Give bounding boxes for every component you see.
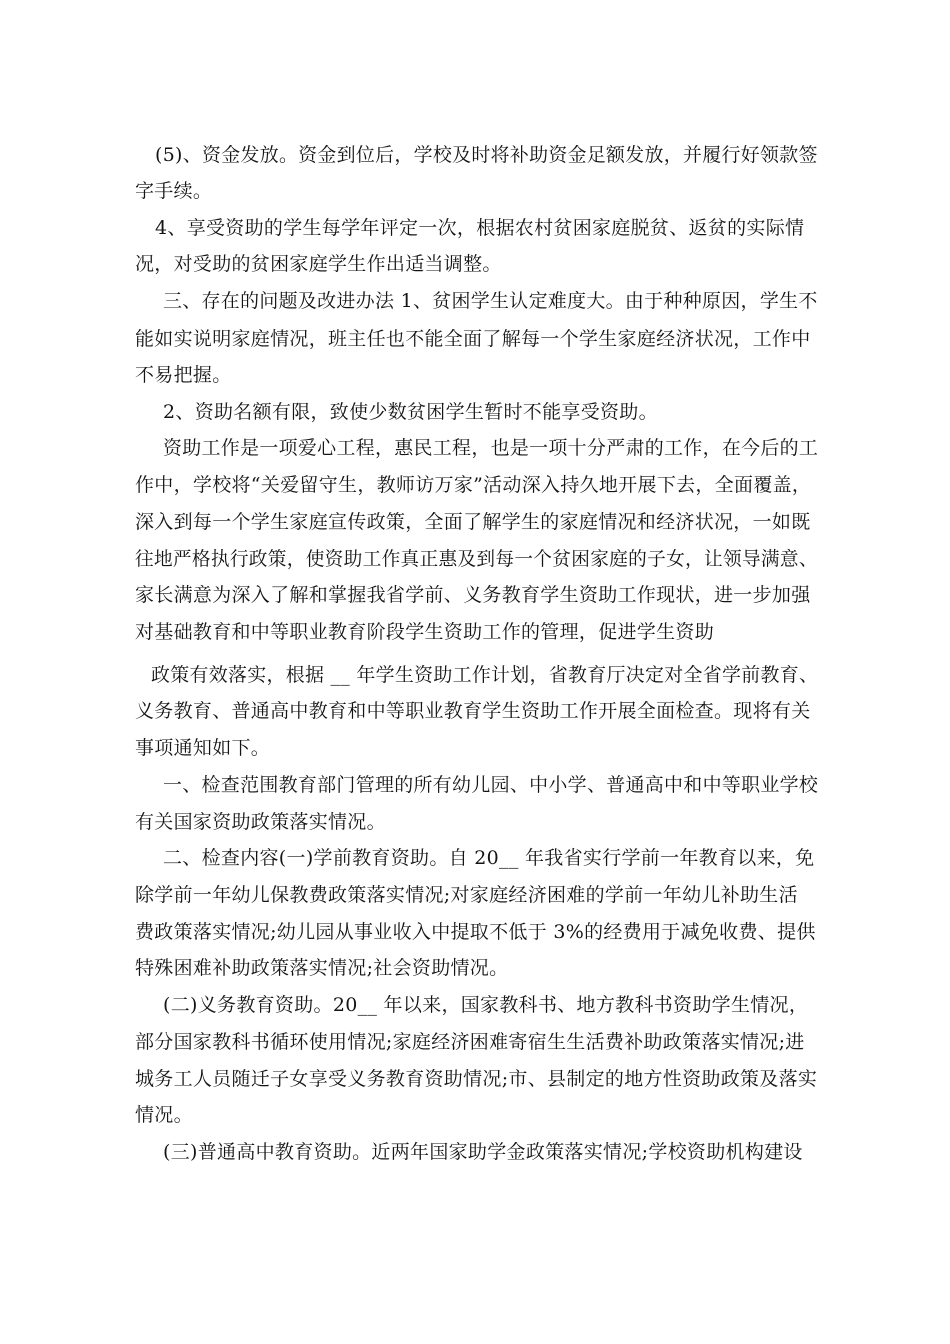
text-line: 字手续。: [135, 180, 213, 202]
text-line: 除学前一年幼儿保教费政策落实情况;对家庭经济困难的学前一年幼儿补助生活: [135, 884, 798, 906]
text-line: (二)义务教育资助。20__ 年以来，国家教科书、地方教科书资助学生情况，: [163, 994, 809, 1016]
text-line: 情况。: [135, 1104, 193, 1126]
text-line: 不易把握。: [135, 364, 232, 386]
text-line: 城务工人员随迁子女享受义务教育资助情况;市、县制定的地方性资助政策及落实: [135, 1068, 818, 1090]
text-line: 政策有效落实，根据 __ 年学生资助工作计划，省教育厅决定对全省学前教育、: [151, 664, 819, 686]
text-line: 对基础教育和中等职业教育阶段学生资助工作的管理，促进学生资助: [135, 621, 715, 643]
text-line: (三)普通高中教育资助。近两年国家助学金政策落实情况;学校资助机构建设: [163, 1141, 803, 1163]
text-line: 部分国家教科书循环使用情况;家庭经济困难寄宿生生活费补助政策落实情况;进: [135, 1031, 805, 1053]
text-line: 能如实说明家庭情况，班主任也不能全面了解每一个学生家庭经济状况，工作中: [135, 328, 811, 350]
text-line: 有关国家资助政策落实情况。: [135, 811, 386, 833]
text-line: 况，对受助的贫困家庭学生作出适当调整。: [135, 253, 502, 275]
text-line: 深入到每一个学生家庭宣传政策，全面了解学生的家庭情况和经济状况，一如既: [135, 511, 811, 533]
text-line: 义务教育、普通高中教育和中等职业教育学生资助工作开展全面检查。现将有关: [135, 700, 811, 722]
text-line: (5)、资金发放。资金到位后，学校及时将补助资金足额发放，并履行好领款签: [155, 144, 818, 166]
text-line: 三、存在的问题及改进办法 1、贫困学生认定难度大。由于种种原因，学生不: [163, 290, 818, 312]
text-line: 事项通知如下。: [135, 737, 271, 759]
text-line: 资助工作是一项爱心工程，惠民工程，也是一项十分严肃的工作，在今后的工: [163, 437, 819, 459]
text-line: 家长满意为深入了解和掌握我省学前、义务教育学生资助工作现状，进一步加强: [135, 584, 811, 606]
text-line: 二、检查内容(一)学前教育资助。自 20__ 年我省实行学前一年教育以来，免: [163, 847, 815, 869]
text-line: 特殊困难补助政策落实情况;社会资助情况。: [135, 957, 509, 979]
text-line: 4、享受资助的学生每学年评定一次，根据农村贫困家庭脱贫、返贫的实际情: [155, 217, 805, 239]
text-line: 费政策落实情况;幼儿园从事业收入中提取不低于 3%的经费用于减免收费、提供: [135, 921, 816, 943]
text-line: 一、检查范围教育部门管理的所有幼儿园、中小学、普通高中和中等职业学校: [163, 774, 819, 796]
text-line: 往地严格执行政策，使资助工作真正惠及到每一个贫困家庭的子女，让领导满意、: [135, 548, 818, 570]
text-line: 作中，学校将“关爱留守生，教师访万家”活动深入持久地开展下去，全面覆盖，: [135, 474, 812, 496]
text-line: 2、资助名额有限，致使少数贫困学生暂时不能享受资助。: [163, 401, 658, 423]
